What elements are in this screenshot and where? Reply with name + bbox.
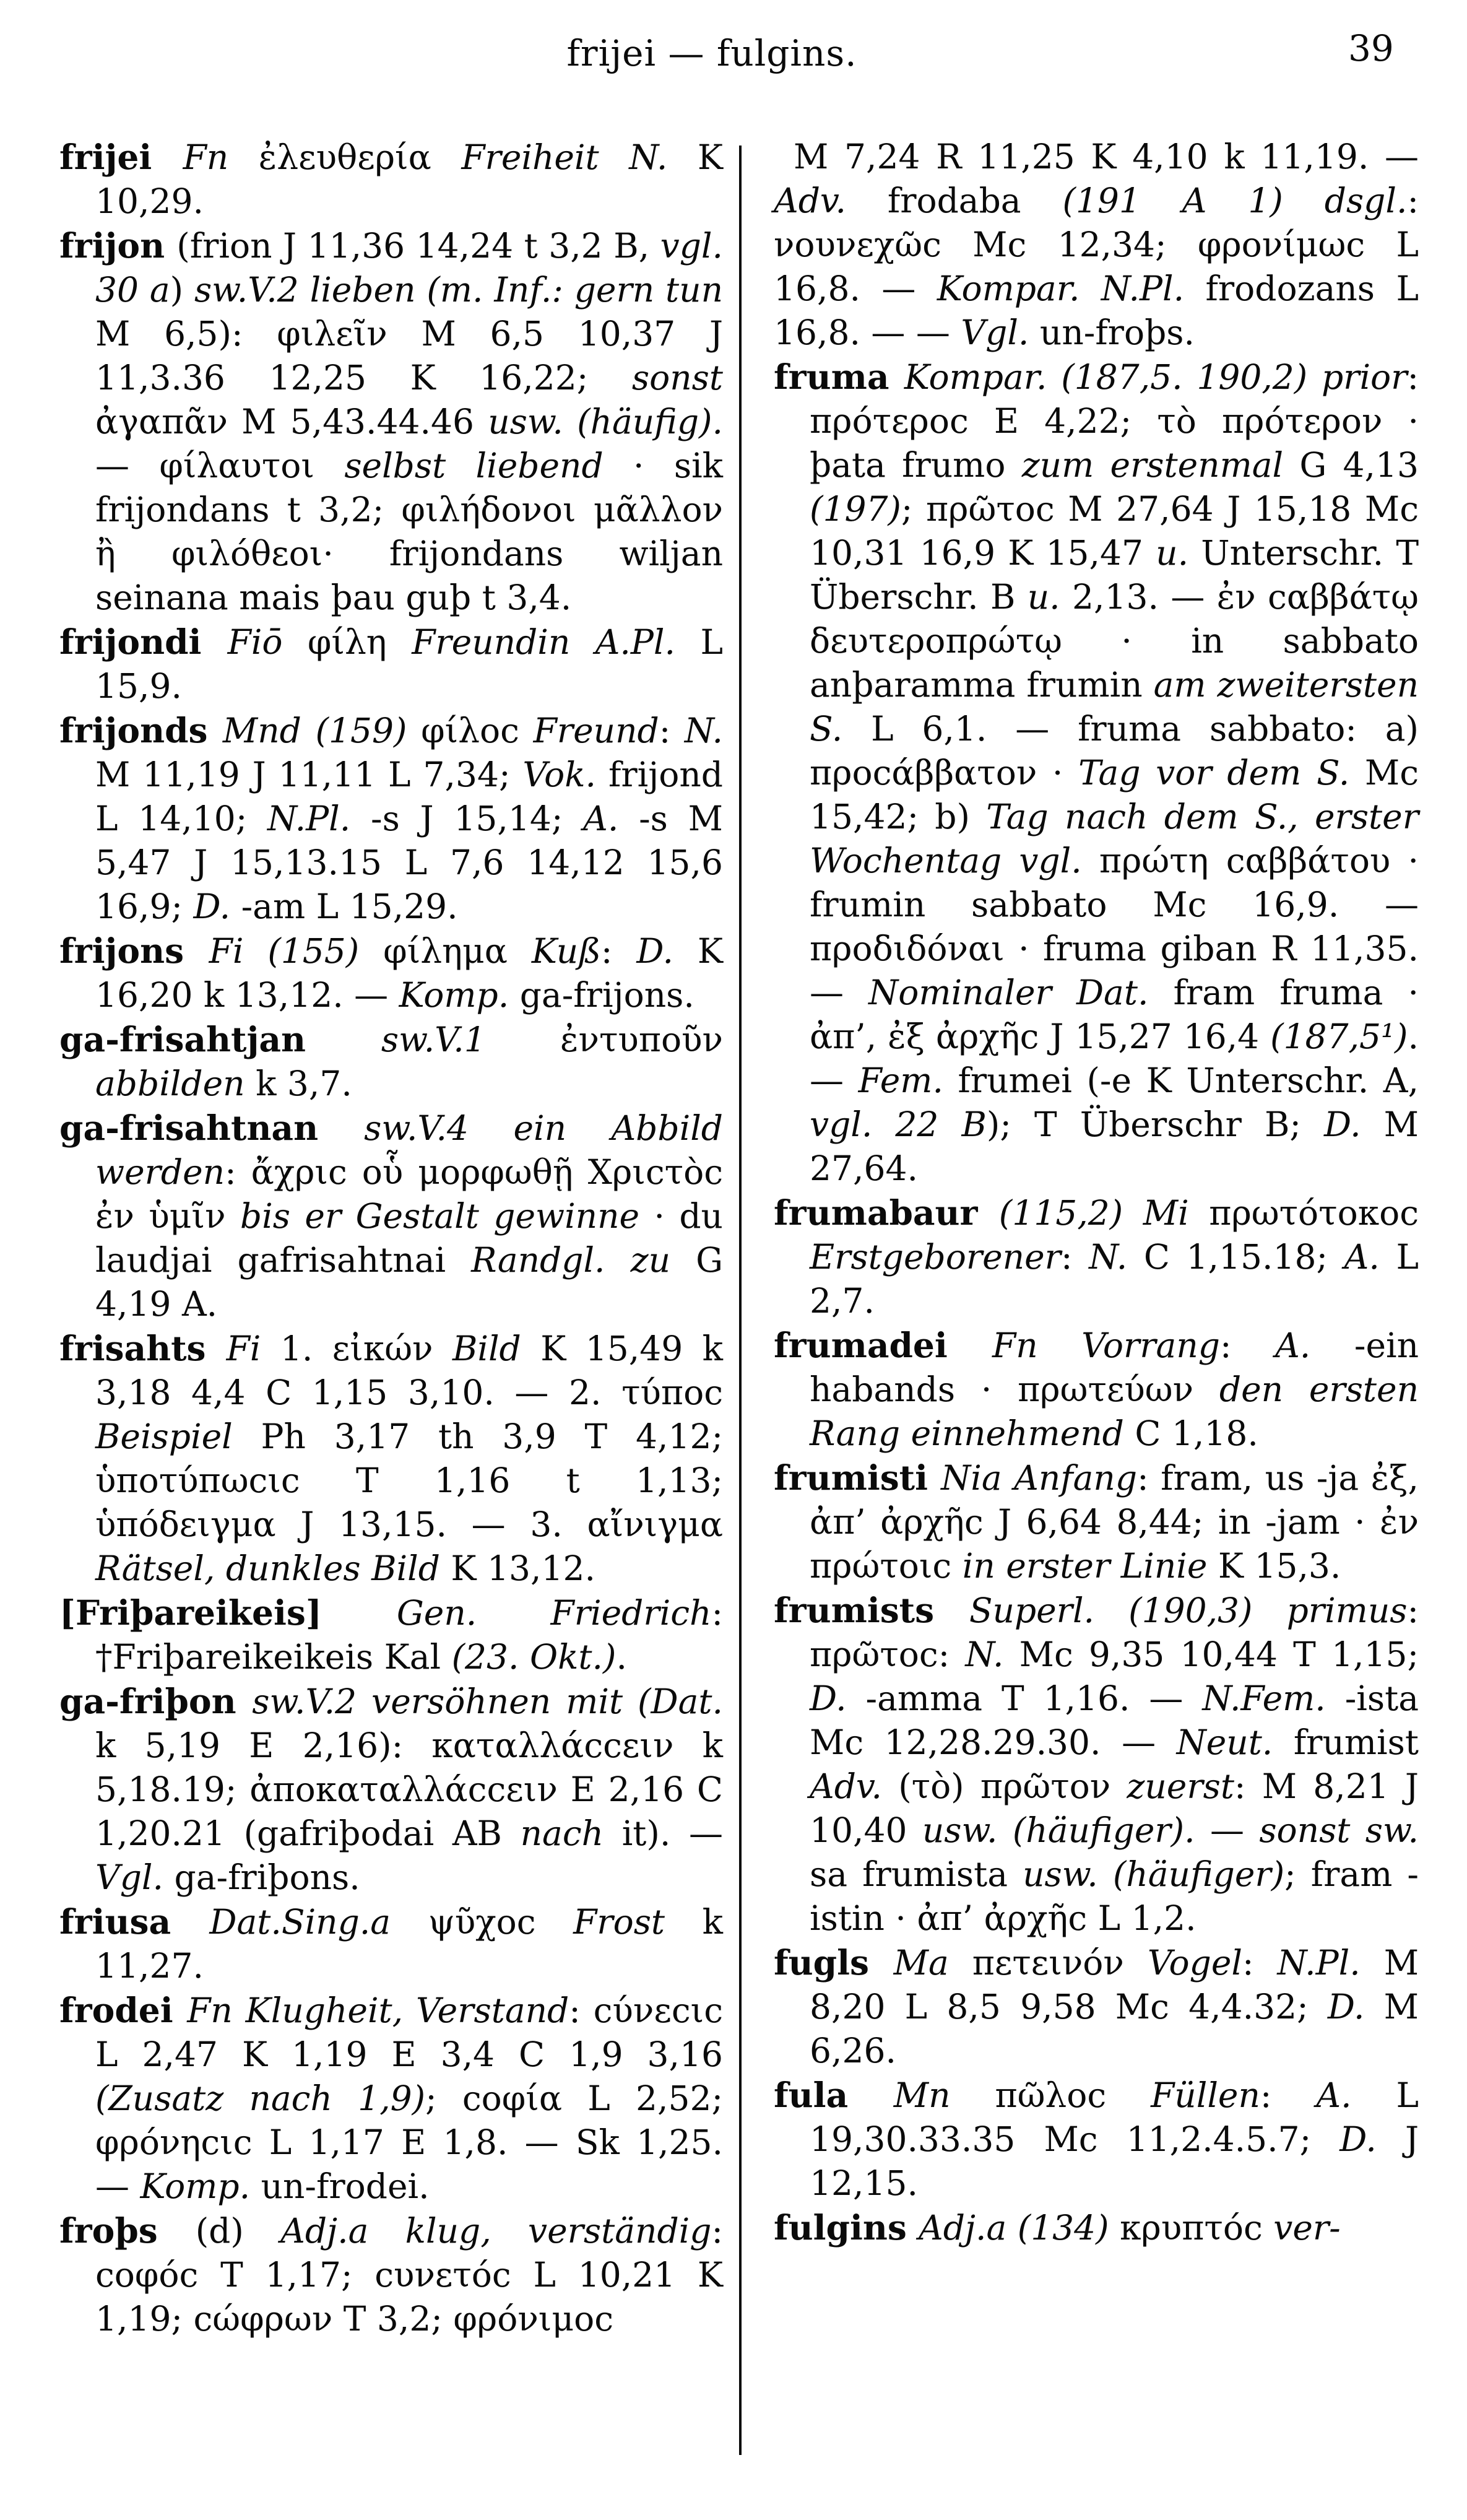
text-run: -ista Mc 12,28.29.30. — <box>810 1679 1419 1762</box>
text-run: Ph 3,17 th 3,9 T 4,12; ὑποτύπωcιc T 1,16 t 1,13; ὑπόδειγμα J 13,15. — 3. αἴνιγμα <box>95 1417 723 1544</box>
text-run: φίλη <box>307 622 412 662</box>
text-run: Rätsel, dunkles Bild <box>95 1549 451 1588</box>
text-run: -s M 5,47 J 15,13.15 L 7,6 14,12 15,6 16,9; <box>95 799 723 926</box>
headword: froþs <box>59 2210 196 2251</box>
text-run: Erstgeborener <box>810 1237 1061 1277</box>
headword: frumisti <box>774 1458 941 1498</box>
text-run: Nominaler Dat. <box>868 973 1174 1012</box>
text-run: : fram, us -ja ἐξ, ἀπ’ ἀρχῆc J 6,64 8,44; in -jam · ἐν πρώτοιc <box>810 1458 1419 1586</box>
dictionary-entry-ga-fribon <box>59 1679 723 1900</box>
text-run: frumist <box>1293 1723 1419 1762</box>
text-run: 1. εἰκών <box>280 1329 452 1368</box>
text-run: Kuß <box>531 931 601 971</box>
page-number: 39 <box>1348 27 1394 69</box>
text-run: : ἄχριc οὗ μορφωθῇ Χριcτὸc ἐν ὑμῖν <box>95 1152 723 1236</box>
headword: frumists <box>774 1590 969 1630</box>
text-run: N. <box>684 711 724 750</box>
text-run: D. <box>193 887 241 926</box>
text-run: fram fruma · ἀπ’, ἐξ ἀρχῆc J 15,27 16,4 <box>810 973 1419 1056</box>
text-run: vgl. 30 a <box>95 226 723 310</box>
text-run: un-froþs. <box>1039 313 1195 352</box>
dictionary-entry-frobs-continuation <box>774 135 1419 355</box>
text-run: Freiheit N. <box>461 137 698 177</box>
text-run: usw. (häufiger). <box>922 1810 1210 1850</box>
text-run: sw.V.2 lieben (m. Inf.: gern tun <box>194 270 723 310</box>
text-run: : νουνεχῶc Mc 12,34; φρονίμωc L 16,8. — <box>774 181 1419 308</box>
text-run: N. <box>1089 1237 1144 1277</box>
dictionary-entry-frumisti <box>774 1456 1419 1588</box>
text-run: frodaba <box>887 181 1063 220</box>
text-run: D. <box>636 931 698 971</box>
text-run: Ma <box>893 1943 972 1983</box>
text-run: L 6,1. — fruma sabbato: a) προcάββατον · <box>810 709 1419 793</box>
text-run: L 19,30.33.35 Mc 11,2.4.5.7; <box>810 2075 1419 2159</box>
dictionary-entry-frodei <box>59 1988 723 2209</box>
text-run: πῶλοc <box>995 2075 1151 2115</box>
text-run: Mc 15,42; b) <box>810 753 1419 836</box>
text-run: : M 8,21 J 10,40 <box>810 1766 1419 1850</box>
text-run: Mnd (159) <box>222 711 422 750</box>
text-run: : coφόc T 1,17; cυνετόc L 10,21 K 1,19; cώφρων T 3,2; φρόνιμοc <box>95 2211 723 2339</box>
text-run: Fn Klugheit, Verstand <box>187 1991 569 2030</box>
text-run: M 11,19 J 11,11 L 7,34; <box>95 755 523 794</box>
text-run: Fem. <box>858 1061 958 1100</box>
text-run: M 7,24 R 11,25 K 4,10 k 11,19. — <box>794 137 1419 176</box>
text-run: Fi (155) <box>209 931 384 971</box>
text-run: Randgl. zu <box>471 1240 696 1280</box>
text-run: Adv. <box>810 1766 899 1806</box>
text-run: sw.V.4 ein Abbild werden <box>95 1108 723 1192</box>
text-run: (115,2) Mi <box>998 1193 1210 1233</box>
headword: friusa <box>59 1901 210 1942</box>
text-run: 2,13. — ἐν cαββάτῳ δευτεροπρώτῳ · in sabbato anþaramma frumin <box>810 577 1419 705</box>
text-run: -ein habands · πρωτεύων <box>810 1326 1419 1409</box>
text-run: -amma T 1,16. — <box>865 1679 1203 1718</box>
dictionary-entry-frijon <box>59 224 723 620</box>
text-run: sa frumista <box>810 1854 1023 1894</box>
text-run: (frion J 11,36 14,24 t 3,2 B, <box>176 226 660 266</box>
text-run: sw.V.1 <box>381 1020 561 1059</box>
text-run: C 1,18. <box>1135 1414 1258 1453</box>
dictionary-entry-frisahts <box>59 1326 723 1591</box>
text-run: A. <box>1344 1237 1396 1277</box>
text-run: · du laudjai gafrisahtnai <box>95 1196 723 1280</box>
text-run: D. <box>1327 1987 1384 2027</box>
text-run: G 4,19 A. <box>95 1240 723 1324</box>
text-run: Freund <box>533 711 659 750</box>
text-run: Superl. (190,3) primus <box>969 1591 1408 1630</box>
dictionary-entry-fribareikeis <box>59 1591 723 1679</box>
text-run: M 6,26. <box>810 1987 1419 2070</box>
text-run: : πρότεροc E 4,22; τὸ πρότερον · þata frumo <box>810 357 1419 485</box>
text-run: Tag vor dem S. <box>1078 753 1365 793</box>
dictionary-entry-fugls <box>774 1940 1419 2073</box>
text-run: Fn <box>183 137 259 177</box>
text-run: nach <box>520 1814 622 1853</box>
text-run: (d) <box>195 2211 281 2251</box>
dictionary-entry-frijondi <box>59 620 723 708</box>
text-run: sonst <box>631 358 723 398</box>
text-run: ver- <box>1273 2208 1341 2248</box>
text-run: Adj.a (134) <box>919 2208 1120 2248</box>
text-run: Fi <box>226 1329 280 1368</box>
headword: frijei <box>59 137 183 177</box>
text-run: M 8,20 L 8,5 9,58 Mc 4,4.32; <box>810 1943 1419 2027</box>
text-run: : <box>659 711 685 750</box>
headword: frijon <box>59 225 177 266</box>
dictionary-entry-fruma <box>774 355 1419 1191</box>
text-run: ἐλευθερία <box>258 137 462 177</box>
text-run: K 13,12. <box>451 1549 595 1588</box>
text-run: N.Pl. <box>267 799 371 838</box>
text-run: πετεινόν <box>972 1943 1148 1983</box>
text-run: Vgl. <box>95 1857 175 1897</box>
text-run: Nia Anfang <box>941 1458 1138 1498</box>
text-run: Neut. <box>1176 1723 1294 1762</box>
dictionary-entry-fula <box>774 2073 1419 2205</box>
text-run: Komp. <box>399 975 520 1015</box>
text-run: — <box>1210 1810 1260 1850</box>
text-run: ψῦχοc <box>428 1902 574 1942</box>
text-run: φίλοc <box>421 711 534 750</box>
text-run: k 3,7. <box>256 1064 352 1103</box>
text-run: usw. (häufiger) <box>1023 1854 1285 1894</box>
text-run: bis er Gestalt gewinne <box>240 1196 640 1236</box>
text-run: -s J 15,14; <box>370 799 584 838</box>
dictionary-entry-frumabaur <box>774 1191 1419 1323</box>
text-run: ga-frijons. <box>519 975 695 1015</box>
text-run: G 4,13 <box>1299 445 1419 485</box>
text-run: Frost <box>573 1902 703 1942</box>
text-run: sw.V.2 versöhnen mit (Dat. <box>252 1682 723 1721</box>
text-run: ga-friþons. <box>174 1857 360 1897</box>
text-run: frumei (-e K Unterschr. A, <box>958 1061 1419 1100</box>
headword: fugls <box>774 1942 894 1983</box>
text-run: frijond L 14,10; <box>95 755 724 838</box>
text-run: D. <box>810 1679 866 1718</box>
text-run: K 15,49 k 3,18 4,4 C 1,15 3,10. — 2. τύποc <box>95 1329 723 1412</box>
text-run: vgl. 22 B <box>810 1105 987 1144</box>
text-run: M 27,64. <box>810 1105 1419 1188</box>
text-run: Füllen <box>1151 2075 1260 2115</box>
text-run: Unterschr. T Überschr. B <box>810 533 1419 617</box>
text-run: selbst liebend <box>344 446 604 485</box>
text-run: Bild <box>452 1329 541 1368</box>
dictionary-entry-ga-frisahtnan <box>59 1106 723 1326</box>
text-run: Beispiel <box>95 1417 261 1456</box>
text-run: am zweitersten S. <box>810 665 1419 749</box>
text-run: (187,5¹) <box>1270 1017 1408 1056</box>
text-run: Freundin A.Pl. <box>412 622 701 662</box>
text-run: K 15,3. <box>1218 1546 1341 1586</box>
text-run: ἐντυποῦν <box>560 1020 723 1059</box>
text-run: A. <box>583 799 639 838</box>
text-run: u. <box>1156 533 1201 573</box>
text-run: (23. Okt.) <box>451 1637 617 1677</box>
text-run: frodozans L 16,8. — — <box>774 269 1419 352</box>
text-run: k 11,27. <box>95 1902 723 1986</box>
text-run: (τὸ) πρῶτον <box>898 1766 1127 1806</box>
text-run: (Zusatz nach 1,9) <box>95 2079 426 2118</box>
text-run: · sik frijondans t 3,2; φιλήδονοι μᾶλλον ἢ φιλόθεοι· frijondans wiljan seinana mais þau guþ t 3,4. <box>95 446 724 617</box>
text-run: u. <box>1027 577 1073 617</box>
text-run: Vgl. <box>961 313 1040 352</box>
text-run: : <box>1260 2075 1317 2115</box>
headword: frodei <box>59 1990 188 2030</box>
text-run: : πρῶτοc: <box>810 1591 1419 1674</box>
headword: frisahts <box>59 1328 227 1368</box>
text-run: . <box>616 1637 627 1677</box>
text-run: φίλημα <box>383 931 532 971</box>
text-run: in erster Linie <box>962 1546 1218 1586</box>
text-run: den ersten Rang einnehmend <box>810 1370 1419 1453</box>
text-run: Mc 9,35 10,44 T 1,15; <box>1003 1635 1419 1674</box>
dictionary-entry-frijons <box>59 929 723 1017</box>
text-run: (197) <box>810 489 901 529</box>
text-run: K 10,29. <box>95 137 724 221</box>
text-run: zum erstenmal <box>1021 445 1300 485</box>
headword: frumabaur <box>774 1193 999 1233</box>
text-run: ) <box>170 270 194 310</box>
headword: fulgins <box>774 2207 919 2248</box>
text-run: . — <box>810 1017 1419 1100</box>
headword: ga-frisahtnan <box>59 1108 365 1148</box>
text-run: ἀγαπᾶν M 5,43.44.46 <box>95 402 488 441</box>
dictionary-entry-fulgins <box>774 2205 1419 2250</box>
text-run: k 5,19 E 2,16): καταλλάccειν k 5,18.19; ἀποκαταλλάccειν E 2,16 C 1,20.21 (gafriþodai AB <box>95 1726 723 1853</box>
text-run: Dat.Sing.a <box>209 1902 428 1942</box>
text-run: πρωτότοκοc <box>1209 1193 1419 1233</box>
text-run: J 12,15. <box>810 2119 1419 2203</box>
headword: frijondi <box>59 622 228 662</box>
headword: frijonds <box>59 710 223 750</box>
text-run: Komp. <box>140 2166 261 2206</box>
dictionary-entry-friusa <box>59 1900 723 1988</box>
headword: frijons <box>59 931 209 971</box>
text-run: L 15,9. <box>95 622 723 706</box>
column-divider-rule <box>739 146 742 2455</box>
text-run: : cύνεcιc L 2,47 K 1,19 E 3,4 C 1,9 3,16 <box>95 1991 723 2074</box>
text-run: usw. (häufig). <box>488 402 723 441</box>
text-run: A. <box>1275 1326 1354 1365</box>
text-run: Tag nach dem S., erster Wochentag vgl. <box>810 797 1419 880</box>
dictionary-entry-frobs <box>59 2209 723 2341</box>
text-run: : <box>600 931 637 971</box>
text-run: Adj.a klug, verständig <box>280 2211 712 2251</box>
text-run: ; coφία L 2,52; φρόνηcιc L 1,17 E 1,8. — Sk 1,25. — <box>95 2079 723 2206</box>
dictionary-entry-frijei <box>59 135 723 224</box>
text-run: sonst sw. <box>1259 1810 1419 1850</box>
text-run: K 16,20 k 13,12. — <box>95 931 723 1015</box>
text-run: Gen. Friedrich <box>396 1593 712 1633</box>
text-run: zuerst <box>1127 1766 1234 1806</box>
page-header-title: frijei — fulgins. <box>566 32 857 74</box>
text-run: it). — <box>621 1814 724 1853</box>
text-run: D. <box>1339 2119 1405 2159</box>
text-run: : <box>1219 1326 1276 1365</box>
text-run: Kompar. (187,5. 190,2) prior <box>904 357 1408 397</box>
text-run: ; πρῶτοc M 27,64 J 15,18 Mc 10,31 16,9 K 15,47 <box>810 489 1419 573</box>
dictionary-entry-frumadei <box>774 1323 1419 1456</box>
text-run: Adv. <box>774 181 888 220</box>
text-run: κρυπτόc <box>1120 2208 1274 2248</box>
dictionary-entry-frijonds <box>59 708 723 929</box>
headword: frumadei <box>774 1325 993 1365</box>
text-run: Fiō <box>227 622 308 662</box>
dictionary-entry-ga-frisahtjan <box>59 1017 723 1106</box>
text-run: D. <box>1323 1105 1384 1144</box>
text-run: Vogel <box>1147 1943 1242 1983</box>
text-run: (191 A 1) dsgl. <box>1062 181 1408 220</box>
text-run: : †Friþareikeikeis Kal <box>95 1593 723 1677</box>
text-run: N.Pl. <box>1277 1943 1384 1983</box>
text-run: : <box>1060 1237 1089 1277</box>
text-run: Fn Vorrang <box>992 1326 1220 1365</box>
text-run: — φίλαυτοι <box>95 446 345 485</box>
text-run: Mn <box>893 2075 995 2115</box>
text-run: A. <box>1316 2075 1396 2115</box>
text-run: Kompar. N.Pl. <box>937 269 1206 308</box>
headword: [Friþareikeis] <box>59 1592 397 1633</box>
text-run: C 1,15.18; <box>1143 1237 1344 1277</box>
text-run: πρώτη cαββάτου · frumin sabbato Mc 16,9. — προδιδόναι · fruma giban R 11,35. — <box>810 841 1419 1012</box>
dictionary-entry-frumists <box>774 1588 1419 1940</box>
dictionary-column-right <box>774 135 1419 2250</box>
text-run: L 2,7. <box>810 1237 1419 1321</box>
text-run: -am L 15,29. <box>241 887 458 926</box>
headword: ga-frisahtjan <box>59 1019 381 1059</box>
text-run: ); T Überschr B; <box>986 1105 1324 1144</box>
headword: fruma <box>774 357 904 397</box>
dictionary-column-left <box>59 135 723 2341</box>
text-run: ; fram -istin · ἀπ’ ἀρχῆc L 1,2. <box>810 1854 1419 1938</box>
text-run: M 6,5): φιλεῖν M 6,5 10,37 J 11,3.36 12,25 K 16,22; <box>95 314 723 398</box>
headword: ga-friþon <box>59 1681 253 1721</box>
headword: fula <box>774 2075 894 2115</box>
text-run: un-frodei. <box>261 2166 430 2206</box>
text-run: Vok. <box>522 755 608 794</box>
text-run: abbilden <box>95 1064 256 1103</box>
text-run: : <box>1242 1943 1278 1983</box>
text-run: N.Fem. <box>1202 1679 1345 1718</box>
text-run: N. <box>965 1635 1004 1674</box>
